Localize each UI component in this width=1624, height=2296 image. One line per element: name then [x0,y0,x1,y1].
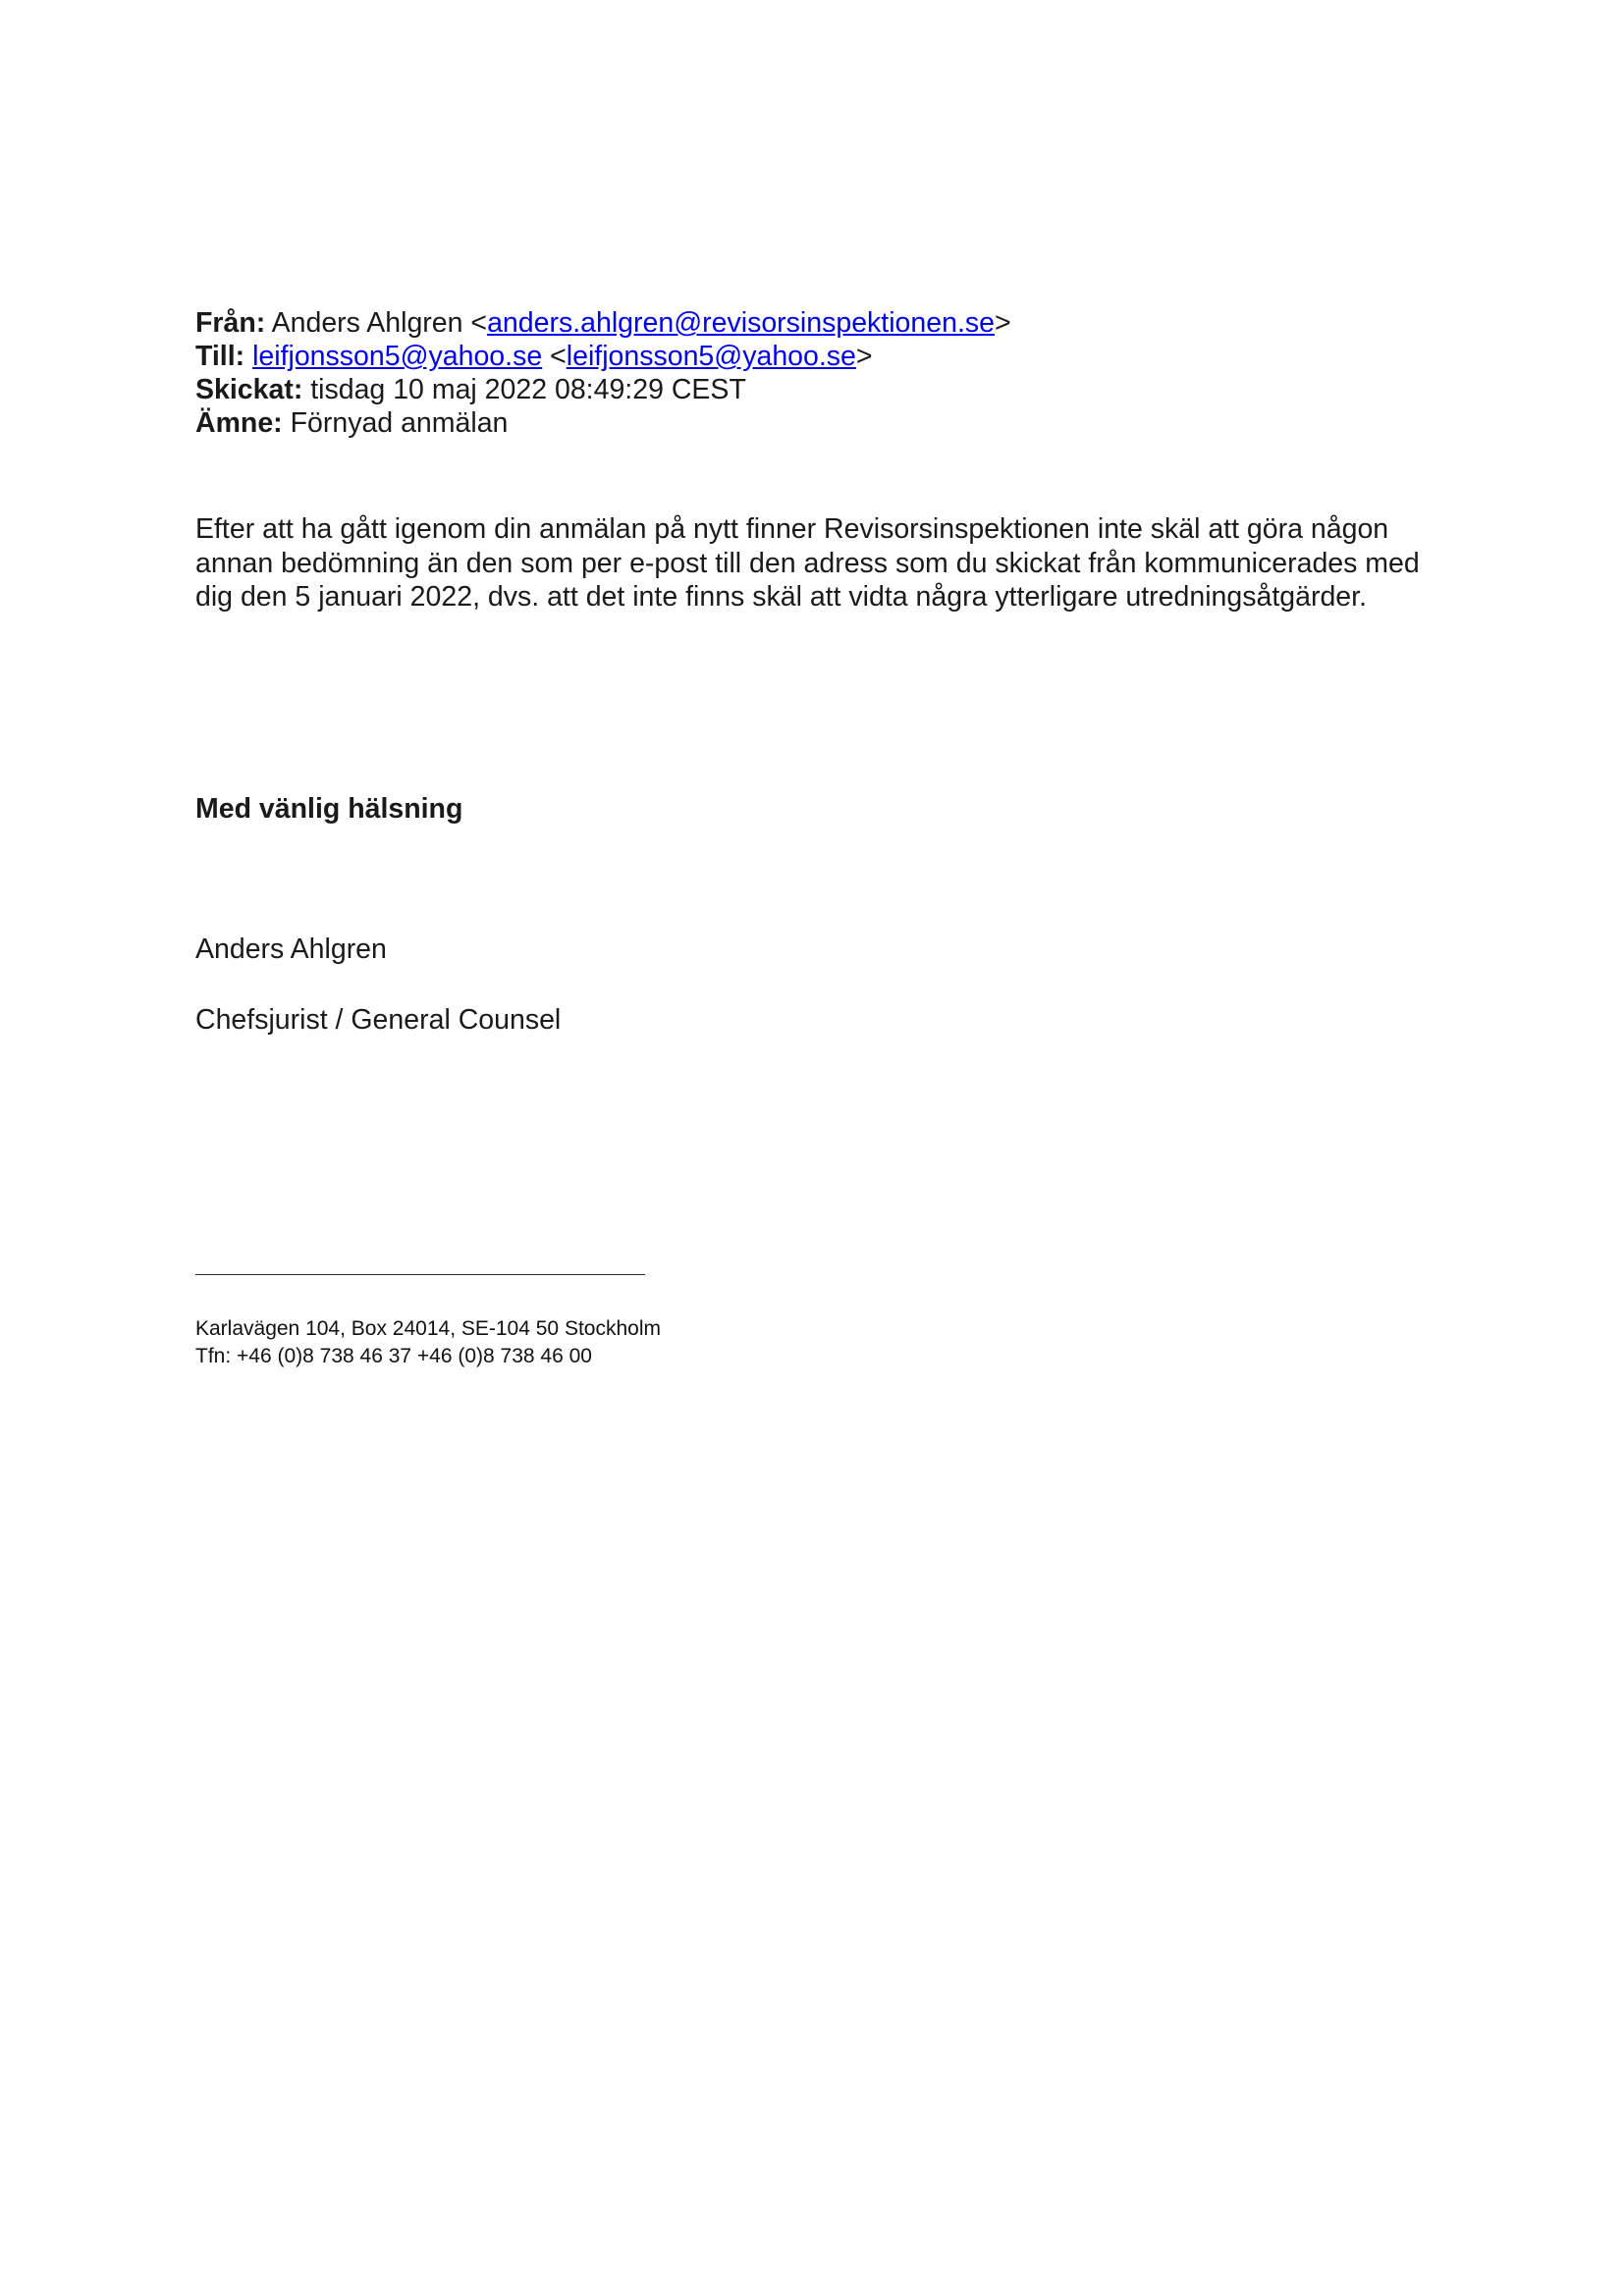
footer-address: Karlavägen 104, Box 24014, SE-104 50 Stockholm [195,1317,661,1340]
body-line-1: Efter att ha gått igenom din anmälan på nytt finner Revisorsinspektionen inte skäl att göra någon [195,513,1389,545]
body-line-3: dig den 5 januari 2022, dvs. att det inte finns skäl att vidta några ytterligare utredningsåtgärder. [195,581,1367,613]
to-email-link[interactable]: leifjonsson5@yahoo.se [566,341,856,372]
subject-value: Förnyad anmälan [290,407,509,439]
to-name-link[interactable]: leifjonsson5@yahoo.se [252,341,543,372]
footer-divider [195,1274,645,1275]
to-label: Till: [195,341,245,372]
subject-label: Ämne: [195,407,283,439]
body-line-2: annan bedömning än den som per e-post till den adress som du skickat från kommunicerades med [195,547,1420,579]
from-email-link[interactable]: anders.ahlgren@revisorsinspektionen.se [487,307,995,339]
signature-title: Chefsjurist / General Counsel [195,1004,562,1036]
sent-value: tisdag 10 maj 2022 08:49:29 CEST [310,374,746,405]
from-label: Från: [195,307,266,339]
footer-contact [195,1315,661,1370]
footer-phone: Tfn: +46 (0)8 738 46 37 +46 (0)8 738 46 00 [195,1345,592,1367]
to-line: Till: leifjonsson5@yahoo.se <leifjonsson5@yahoo.se> [195,341,873,372]
from-line: Från: Anders Ahlgren <anders.ahlgren@revisorsinspektionen.se> [195,307,1011,339]
email-header [195,306,1011,440]
subject-line [195,406,1011,440]
sent-line [195,373,1011,406]
signature-name: Anders Ahlgren [195,934,387,965]
from-name: Anders Ahlgren [271,307,463,339]
signature-greeting: Med vänlig hälsning [195,793,463,825]
message-body [195,512,1472,614]
sent-label: Skickat: [195,374,303,405]
